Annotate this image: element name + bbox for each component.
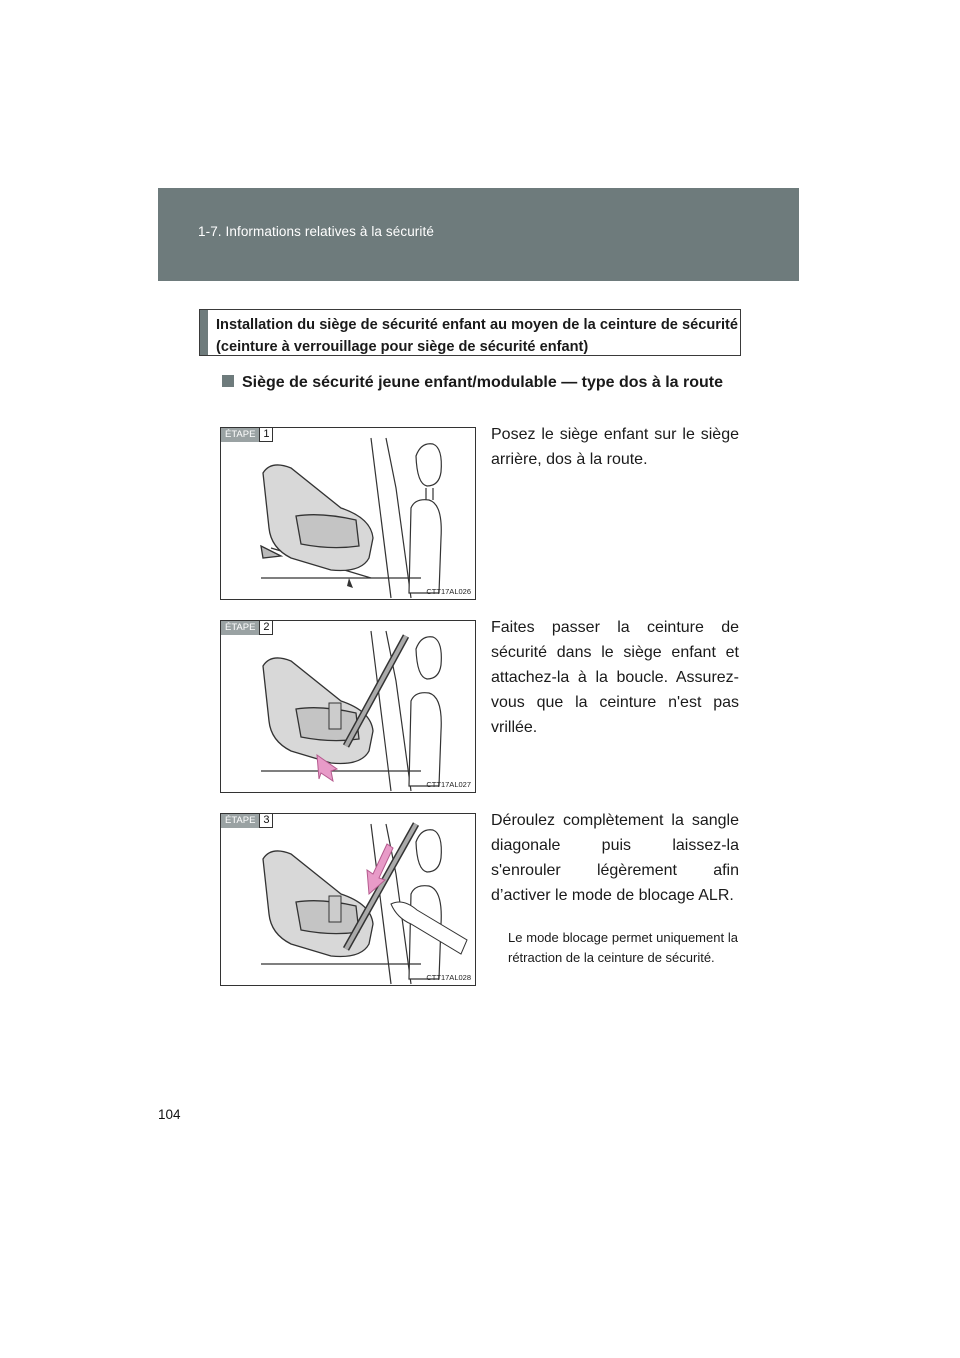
step-3-text: Déroulez complètement la sangle diagonale puis laissez-la s'enrouler légèrement afin d’activer le mode de blocage ALR. — [491, 812, 739, 904]
step-number: 3 — [259, 814, 273, 828]
step-3-badge — [221, 814, 273, 828]
step-3-illustration — [220, 813, 476, 986]
subsection-heading-text: Siège de sécurité jeune enfant/modulable — type dos à la route — [242, 374, 724, 391]
page-number: 104 — [158, 1107, 181, 1122]
child-seat-illustration-icon — [221, 428, 476, 600]
step-word: ÉTAPE — [221, 621, 259, 635]
header-band — [158, 188, 799, 281]
chapter-section-label: 1-7. Informations relatives à la sécurité — [198, 224, 434, 239]
step-2-text: Faites passer la ceinture de sécurité dans le siège enfant et attachez-la à la boucle. Assurez-vous que la ceinture n'est pas vrillée. — [491, 619, 739, 736]
square-bullet-icon — [222, 375, 234, 387]
step-number: 1 — [259, 428, 273, 442]
step-1-text: Posez le siège enfant sur le siège arrière, dos à la route. — [491, 426, 739, 468]
step-1-illustration — [220, 427, 476, 600]
step-word: ÉTAPE — [221, 814, 259, 828]
figure-code: CTT17AL027 — [426, 780, 471, 789]
section-title-box — [199, 309, 741, 356]
section-title: Installation du siège de sécurité enfant au moyen de la ceinture de sécurité (ceinture à verrouillage pour siège de sécurité enfant) — [216, 317, 738, 355]
section-title-bar — [200, 310, 208, 355]
step-2-illustration — [220, 620, 476, 793]
step-number: 2 — [259, 621, 273, 635]
child-seat-alr-illustration-icon — [221, 814, 476, 986]
step-2-badge — [221, 621, 273, 635]
step-1-badge — [221, 428, 273, 442]
figure-code: CTT17AL026 — [426, 587, 471, 596]
child-seat-belt-illustration-icon — [221, 621, 476, 793]
step-3-note: Le mode blocage permet uniquement la rétraction de la ceinture de sécurité. — [508, 930, 738, 965]
subsection-heading — [222, 370, 740, 396]
figure-code: CTT17AL028 — [426, 973, 471, 982]
step-word: ÉTAPE — [221, 428, 259, 442]
